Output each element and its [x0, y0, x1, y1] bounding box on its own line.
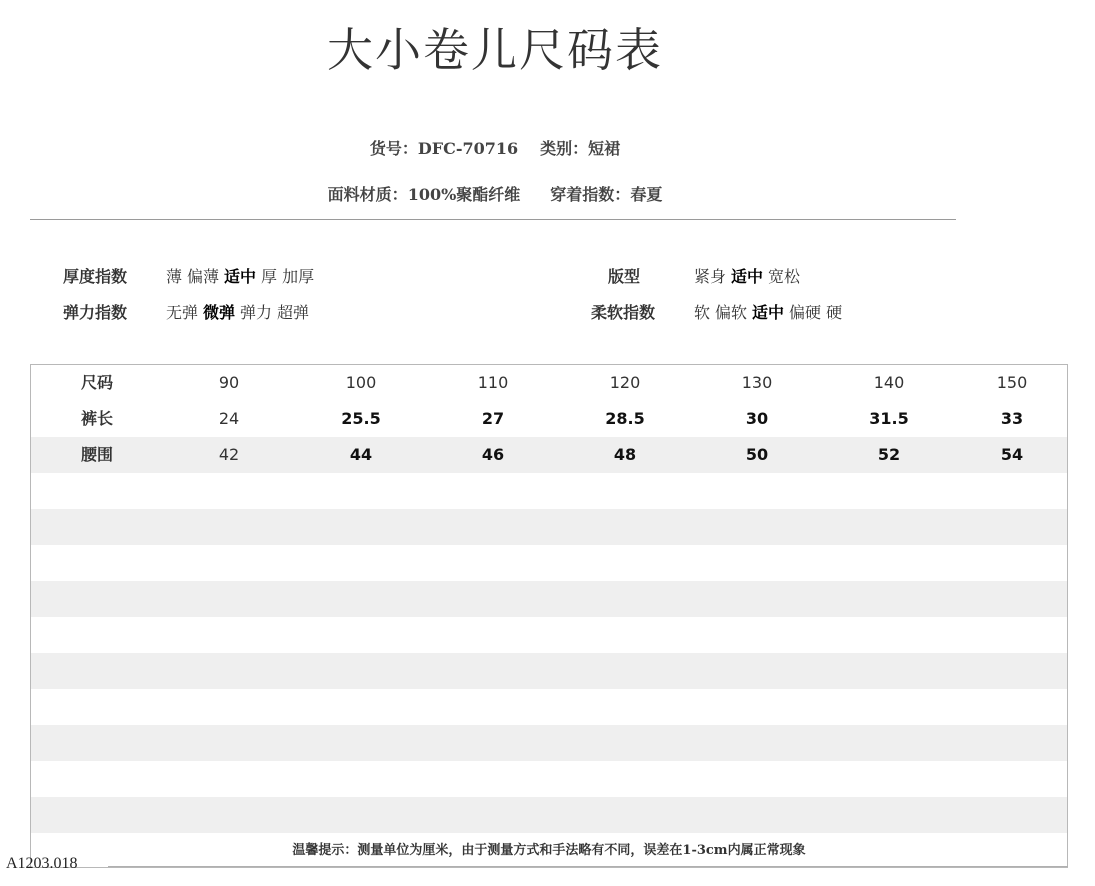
- fit-option: 紧身: [694, 267, 727, 286]
- thickness-option: 薄: [166, 267, 183, 286]
- thickness-option: 偏薄: [187, 267, 220, 286]
- softness-option: 硬: [826, 303, 843, 322]
- table-row: [31, 365, 1067, 401]
- table-cell: 46: [481, 445, 505, 464]
- table-cell: 52: [877, 445, 901, 464]
- table-cell: 27: [481, 409, 505, 428]
- season-value: 春夏: [630, 185, 663, 204]
- header-divider: [30, 219, 956, 220]
- table-cell: 150: [996, 373, 1028, 392]
- table-row: [31, 689, 1067, 725]
- softness-option: 偏硬: [789, 303, 822, 322]
- table-cell: 90: [218, 373, 240, 392]
- size-table: [30, 364, 1068, 868]
- category-label: 类别：: [540, 139, 589, 158]
- elasticity-label: 弹力指数: [63, 303, 128, 322]
- fit-options: [694, 264, 805, 287]
- table-cell: 100: [345, 373, 377, 392]
- season-label: 穿着指数：: [550, 185, 631, 204]
- thickness-label: 厚度指数: [63, 267, 128, 286]
- table-cell: 48: [613, 445, 637, 464]
- table-row: [31, 761, 1067, 797]
- table-cell: 42: [218, 445, 240, 464]
- table-row: [31, 725, 1067, 761]
- table-cell: 110: [477, 373, 509, 392]
- table-row: [31, 617, 1067, 653]
- fabric-info-line: [0, 182, 990, 205]
- softness-options: [694, 300, 847, 323]
- table-cell: 54: [1000, 445, 1024, 464]
- page-title: 大小卷儿尺码表: [327, 23, 663, 77]
- item-no-label: 货号：: [369, 139, 418, 158]
- table-cell: 33: [1000, 409, 1024, 428]
- thickness-option: 加厚: [282, 267, 315, 286]
- table-cell: 28.5: [605, 409, 645, 428]
- table-cell: 30: [745, 409, 769, 428]
- thickness-option: 厚: [261, 267, 278, 286]
- category-value: 短裙: [588, 139, 621, 158]
- table-cell: 44: [349, 445, 373, 464]
- fit-label: 版型: [608, 267, 641, 286]
- table-row: [31, 509, 1067, 545]
- table-row: [31, 545, 1067, 581]
- table-cell: 120: [609, 373, 641, 392]
- elasticity-options: [166, 300, 314, 323]
- table-row: [31, 437, 1067, 473]
- table-row: [31, 473, 1067, 509]
- measurement-footnote: 温馨提示：测量单位为厘米，由于测量方式和手法略有不同，误差在1-3cm内属正常现象: [292, 843, 806, 858]
- bottom-divider: [108, 866, 1068, 867]
- thickness-option-selected: 适中: [224, 267, 257, 286]
- table-cell: 140: [873, 373, 905, 392]
- table-row: [31, 581, 1067, 617]
- table-cell: 25.5: [341, 409, 381, 428]
- table-cell: 24: [218, 409, 240, 428]
- fit-option: 宽松: [768, 267, 801, 286]
- item-no-value: DFC-70716: [417, 139, 519, 158]
- table-row: [31, 653, 1067, 689]
- fabric-value: 100%聚酯纤维: [407, 185, 521, 204]
- elasticity-option: 弹力: [240, 303, 273, 322]
- table-cell: 31.5: [869, 409, 909, 428]
- elasticity-option: 无弹: [166, 303, 199, 322]
- row-label: 裤长: [80, 409, 113, 428]
- fabric-label: 面料材质：: [327, 185, 408, 204]
- fit-option-selected: 适中: [731, 267, 764, 286]
- table-row: [31, 797, 1067, 833]
- softness-option: 软: [694, 303, 711, 322]
- softness-option: 偏软: [715, 303, 748, 322]
- elasticity-option-selected: 微弹: [203, 303, 236, 322]
- thickness-options: [166, 264, 319, 287]
- table-row: [31, 401, 1067, 437]
- table-cell: 130: [741, 373, 773, 392]
- table-cell: 50: [745, 445, 769, 464]
- row-label: 尺码: [80, 373, 113, 392]
- item-info-line: [0, 136, 990, 159]
- product-code: A1203.018: [6, 855, 78, 872]
- softness-option-selected: 适中: [752, 303, 785, 322]
- row-label: 腰围: [80, 445, 113, 464]
- softness-label: 柔软指数: [591, 303, 656, 322]
- elasticity-option: 超弹: [277, 303, 310, 322]
